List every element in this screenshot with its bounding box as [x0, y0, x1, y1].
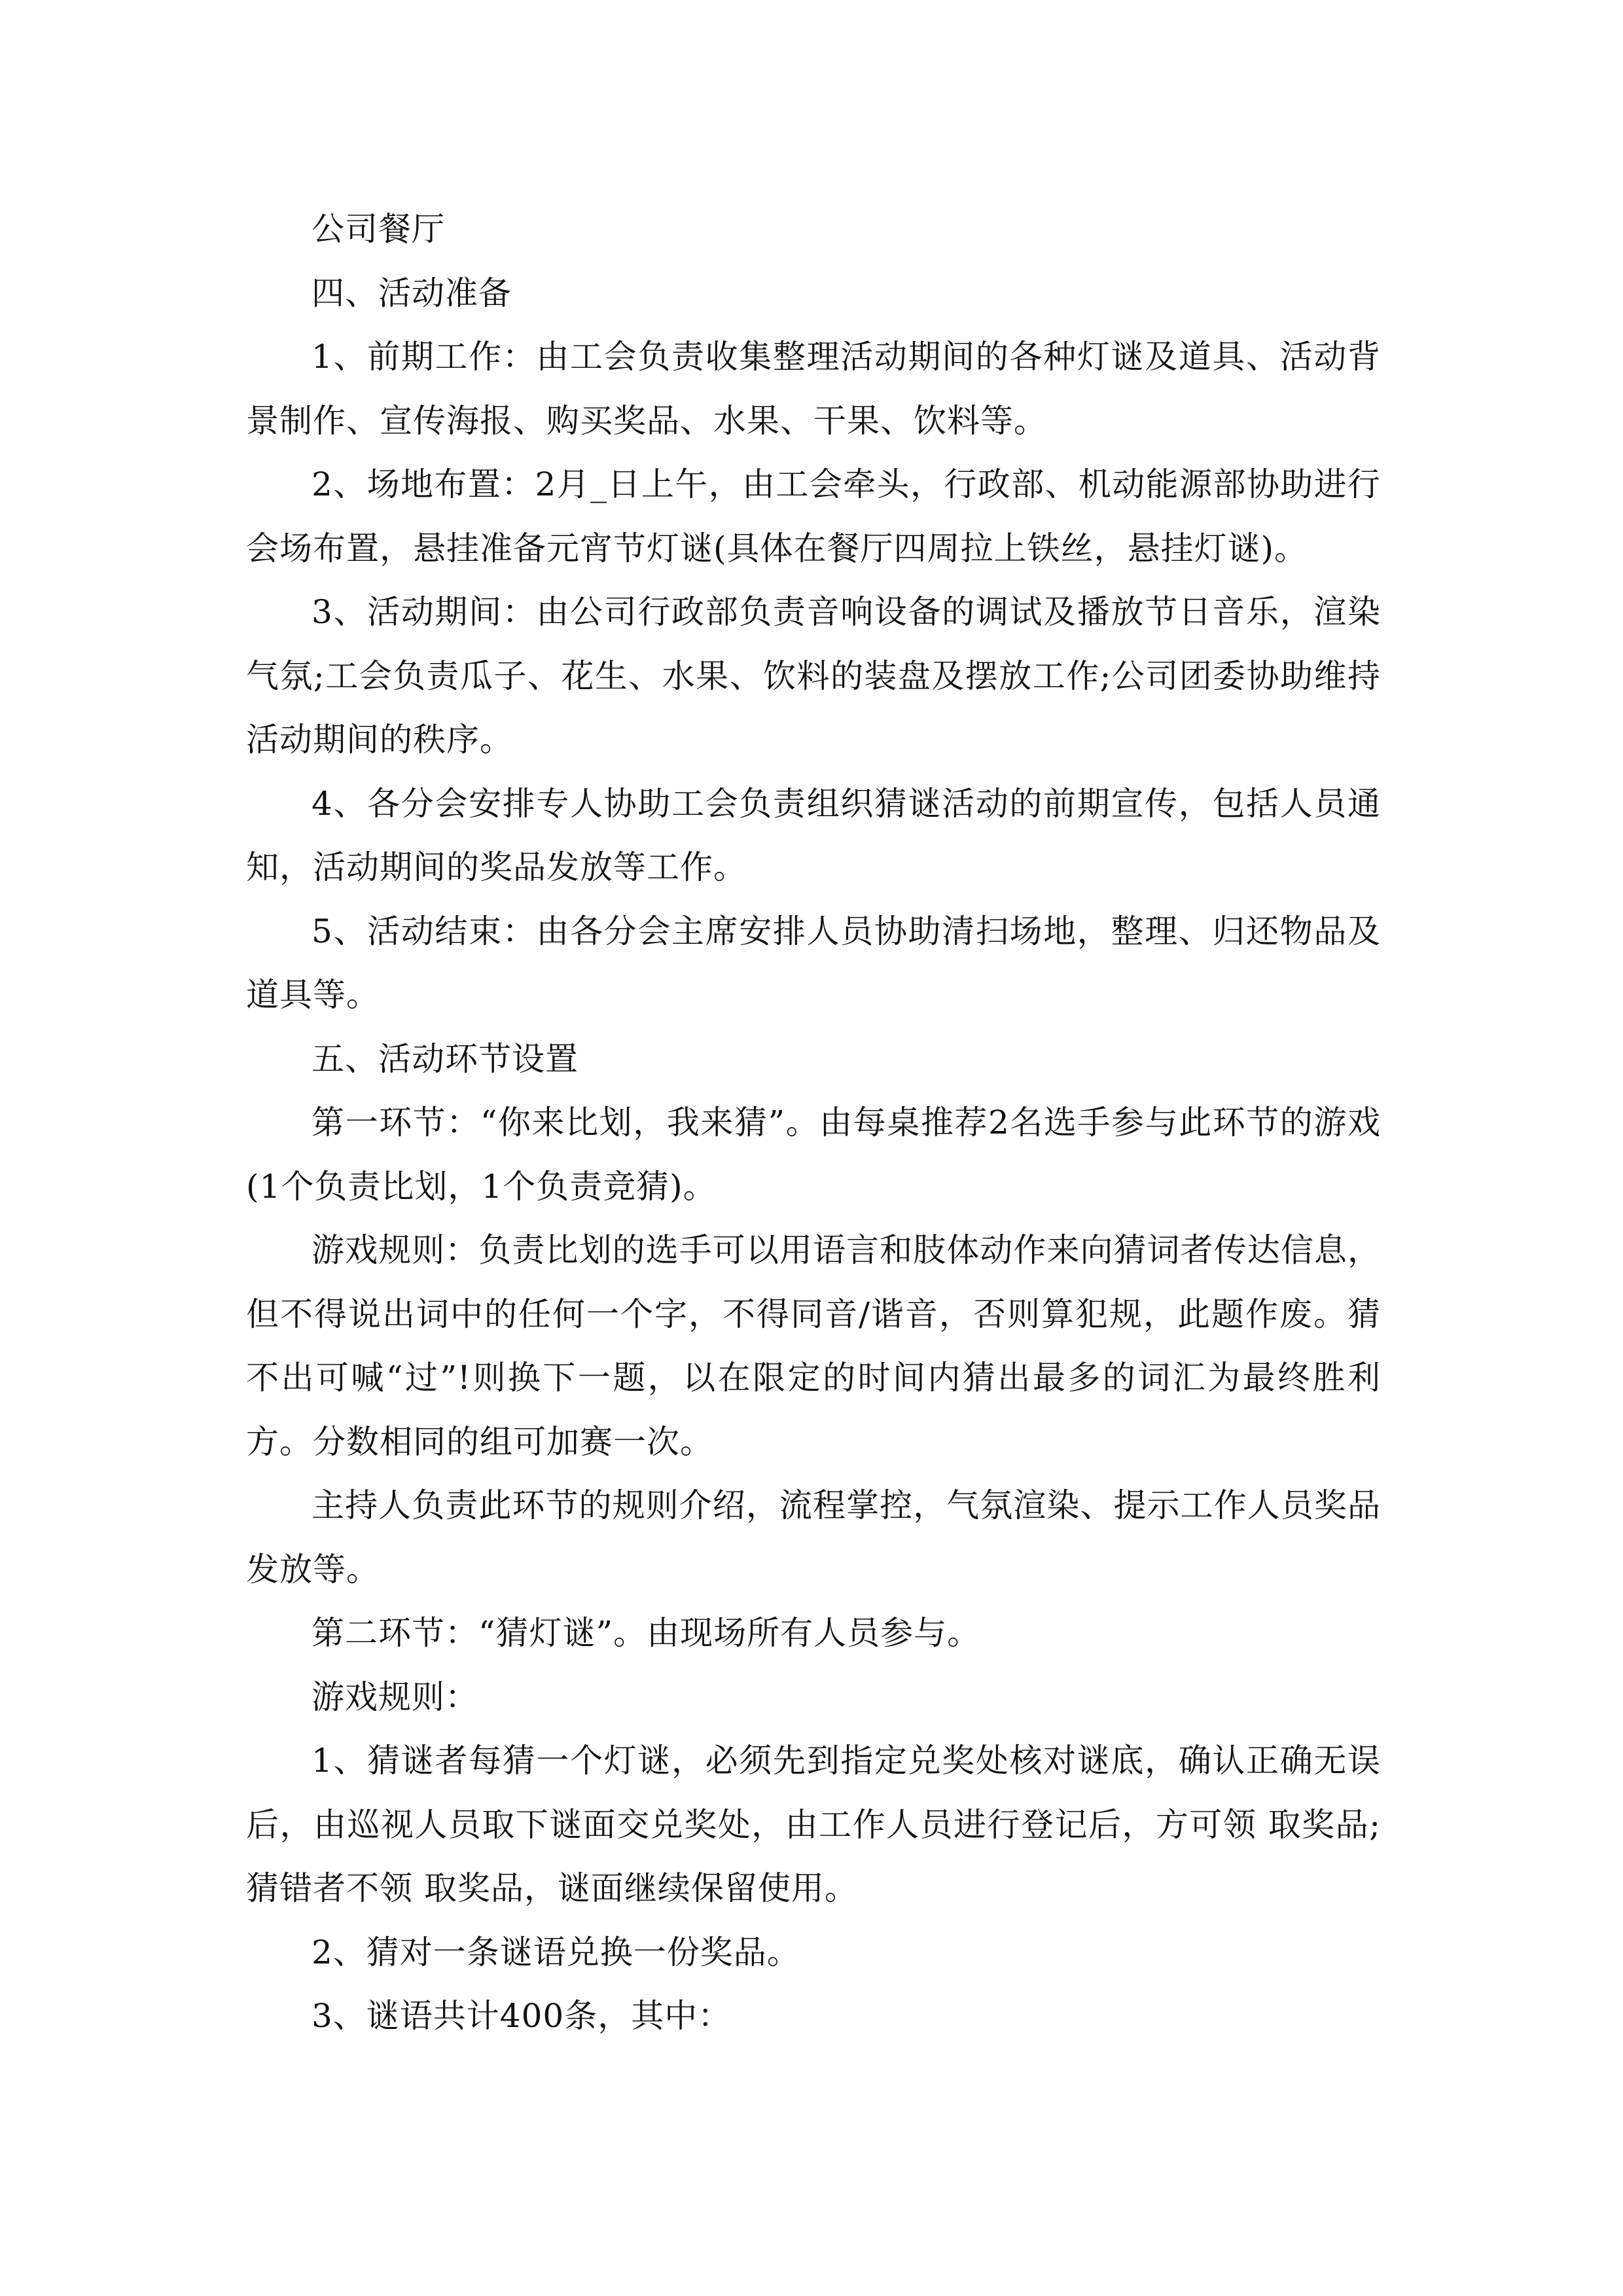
paragraph-preliminary-work: 1、前期工作：由工会负责收集整理活动期间的各种灯谜及道具、活动背景制作、宣传海报、购买奖品、水果、干果、饮料等。: [246, 338, 1381, 440]
paragraph-segment-one: 第一环节：“你来比划，我来猜”。由每桌推荐2名选手参与此环节的游戏(1个负责比划，1个负责竞猜)。: [246, 1103, 1381, 1206]
paragraph-during-activity: 3、活动期间：由公司行政部负责音响设备的调试及播放节日音乐，渲染气氛;工会负责瓜子、花生、水果、饮料的装盘及摆放工作;公司团委协助维持活动期间的秩序。: [246, 593, 1381, 759]
paragraph-activity-end: 5、活动结束：由各分会主席安排人员协助清扫场地，整理、归还物品及道具等。: [246, 912, 1381, 1014]
paragraph-host-duties: 主持人负责此环节的规则介绍，流程掌控，气氛渲染、提示工作人员奖品发放等。: [246, 1486, 1381, 1588]
paragraph-segment-two: 第二环节：“猜灯谜”。由现场所有人员参与。: [312, 1614, 981, 1652]
heading-game-rules: 游戏规则：: [312, 1677, 478, 1716]
paragraph-segment-one-rules: 游戏规则：负责比划的选手可以用语言和肢体动作来向猜词者传达信息，但不得说出词中的任何一个字，不得同音/谐音，否则算犯规，此题作废。猜不出可喊“过”!则换下一题，以在限定的时间内猜出最多的词汇为最终胜利方。分数相同的组可加赛一次。: [246, 1231, 1381, 1461]
heading-activity-preparation: 四、活动准备: [312, 274, 512, 312]
heading-activity-segments: 五、活动环节设置: [312, 1039, 579, 1078]
paragraph-rule-three: 3、谜语共计400条，其中：: [312, 1997, 732, 2035]
paragraph-branch-arrangements: 4、各分会安排专人协助工会负责组织猜谜活动的前期宣传，包括人员通知，活动期间的奖品发放等工作。: [246, 784, 1381, 886]
paragraph-venue-setup: 2、场地布置：2月_日上午，由工会牵头，行政部、机动能源部协助进行会场布置，悬挂准备元宵节灯谜(具体在餐厅四周拉上铁丝，悬挂灯谜)。: [246, 465, 1381, 567]
paragraph-location: 公司餐厅: [312, 210, 445, 248]
document-body: [246, 198, 1381, 2049]
paragraph-rule-one: 1、猜谜者每猜一个灯谜，必须先到指定兑奖处核对谜底，确认正确无误后，由巡视人员取下谜面交兑奖处，由工作人员进行登记后，方可领 取奖品;猜错者不领 取奖品，谜面继续保留使用。: [246, 1742, 1381, 1907]
paragraph-rule-two: 2、猜对一条谜语兑换一份奖品。: [312, 1933, 800, 1971]
